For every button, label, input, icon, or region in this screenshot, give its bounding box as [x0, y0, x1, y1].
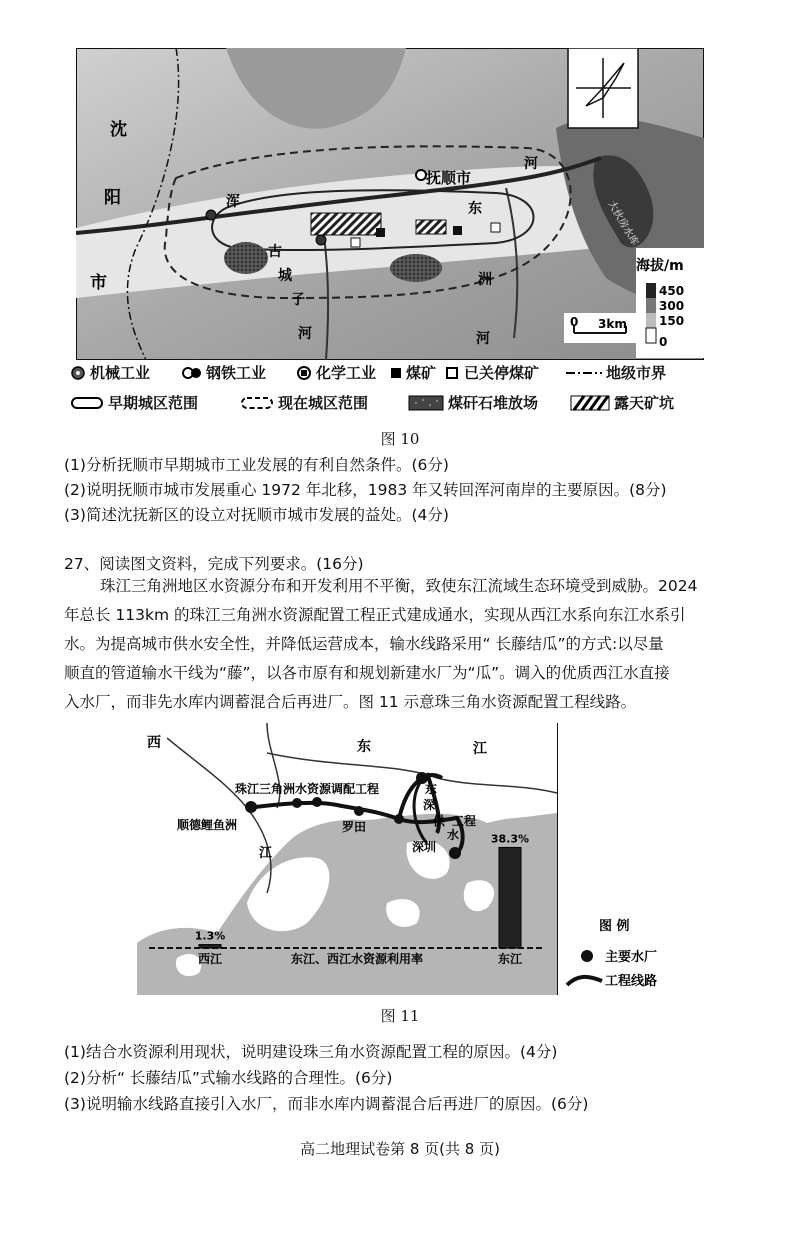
map-label-shunde: 顺德鲤鱼洲 [177, 818, 238, 832]
project-route-icon [567, 977, 602, 985]
paragraph-line: 水。为提高城市供水安全性，并降低运营成本，输水线路采用“ 长藤结瓜”的方式:以尽量 [64, 635, 664, 653]
legend-label: 钢铁工业 [206, 364, 267, 382]
paragraph-line: 年总长 113km 的珠江三角洲水资源配置工程正式建成通水，实现从西江水系向东江水系引 [64, 606, 686, 624]
legend-label: 现在城区范围 [278, 394, 369, 412]
water-plant-marker [245, 801, 257, 813]
gangue-yard-icon [408, 394, 444, 412]
map-label-dongshen: 水 [447, 828, 460, 842]
legend-item [390, 362, 436, 383]
bar-xijiang [199, 945, 221, 948]
altitude-value: 0 [659, 335, 668, 349]
map-label-shenzhen: 深圳 [412, 840, 437, 854]
coal-mine-icon [390, 365, 402, 381]
machine-industry-icon [70, 365, 86, 381]
legend-item [446, 362, 539, 383]
paragraph-line: 入水厂，而非先水库内调蓄混合后再进厂。图 11 示意珠三角水资源配置工程线路。 [64, 693, 637, 711]
closed-coal-mine-marker [351, 238, 360, 247]
figure-10-legend [70, 360, 710, 420]
legend-label: 已关停煤矿 [464, 364, 540, 382]
map-label-he3: 河 [476, 331, 490, 347]
open-pit-icon [570, 394, 610, 412]
figure-11-caption: 图 11 [380, 1007, 420, 1025]
bar-dongjiang [499, 847, 521, 948]
map-label-dong: 东 [468, 201, 482, 217]
map-label-zi: 子 [291, 292, 305, 308]
current-urban-area-icon [240, 395, 274, 411]
chemical-industry-icon [296, 365, 312, 381]
steel-industry-icon [182, 365, 202, 381]
map-label-jiang-left: 江 [259, 846, 273, 861]
map-label-dong: 东 [357, 739, 371, 755]
map-label-he2: 河 [298, 326, 312, 342]
coal-mine-marker [376, 228, 385, 237]
map-label-shi: 市 [90, 273, 107, 293]
question-27-3: (3)说明输水线路直接引入水厂，而非水库内调蓄混合后再进厂的原因。(6分) [64, 1095, 589, 1113]
map-label-shen: 沈 [110, 120, 127, 140]
altitude-450-swatch [646, 283, 656, 298]
paragraph-line: 顺直的管道输水干线为“藤”，以各市原有和规划新建水厂为“瓜”。调入的优质西江水直接 [64, 664, 670, 682]
question-26-3: (3)简述沈抚新区的设立对抚顺市城市发展的益处。(4分) [64, 506, 449, 524]
question-27-paragraph [64, 572, 754, 717]
question-27-header: 27、阅读图文资料，完成下列要求。(16分) [64, 555, 364, 573]
map-label-gu: 古 [268, 244, 282, 260]
gangue-yard [224, 242, 268, 274]
water-plant-marker [292, 798, 302, 808]
map-label-dongshen: 东 [425, 782, 438, 796]
map-label-project: 珠江三角洲水资源调配工程 [235, 782, 380, 796]
altitude-title: 海拔/m [636, 258, 684, 274]
map-label-cheng: 城 [278, 268, 292, 284]
chemical-industry-marker [416, 170, 426, 180]
map-label-gongcheng: 工程 [452, 814, 477, 828]
altitude-150-swatch [646, 313, 656, 328]
map-label-xi: 西 [147, 735, 161, 751]
legend-item [240, 392, 368, 413]
open-pit [416, 220, 446, 234]
figure-11-map [137, 723, 677, 995]
paragraph-line: 珠江三角洲地区水资源分布和开发利用不平衡，致使东江流域生态环境受到威胁。2024 [100, 577, 698, 595]
bar-category-xijiang: 西江 [197, 952, 223, 966]
map-label-fushun: 抚顺市 [426, 169, 472, 187]
map-label-hun: 浑 [226, 194, 240, 210]
map-label-reservoir: 大伙房水库 [605, 199, 640, 248]
altitude-value: 300 [659, 299, 685, 313]
map-label-he: 河 [524, 156, 538, 172]
coal-mine-marker [453, 226, 462, 235]
closed-coal-mine-icon [446, 365, 460, 381]
city-boundary-icon [566, 365, 602, 381]
scale-label: 3km [598, 317, 627, 331]
scale-zero: 0 [570, 315, 579, 329]
legend-label: 机械工业 [90, 364, 151, 382]
legend-item [408, 392, 538, 413]
legend-label: 工程线路 [605, 974, 658, 989]
legend-label: 主要水厂 [605, 950, 658, 965]
machine-industry-marker [316, 235, 326, 245]
bar-category-dongjiang: 东江 [497, 952, 523, 966]
bar-value-dongjiang: 38.3% [490, 832, 530, 846]
altitude-value: 450 [659, 284, 685, 298]
legend-label: 煤矸石堆放场 [448, 394, 539, 412]
page-footer: 高二地理试卷第 8 页(共 8 页) [300, 1140, 500, 1158]
gangue-yard [390, 254, 442, 282]
legend-item [566, 362, 666, 383]
legend-title: 图 例 [599, 919, 630, 934]
early-urban-area-icon [70, 395, 104, 411]
question-26-1: (1)分析抚顺市早期城市工业发展的有利自然条件。(6分) [64, 456, 449, 474]
altitude-300-swatch [646, 298, 656, 313]
water-plant-marker [394, 814, 404, 824]
map-label-luotian: 罗田 [342, 820, 367, 834]
open-pit [311, 213, 381, 235]
map-label-jiang-top: 江 [473, 741, 487, 757]
legend-label: 煤矿 [406, 364, 437, 382]
closed-coal-mine-marker [491, 223, 500, 232]
legend-label: 露天矿坑 [614, 394, 675, 412]
legend-item [70, 362, 150, 383]
bar-value-xijiang: 1.3% [194, 929, 226, 943]
legend-item [296, 362, 376, 383]
legend-label: 地级市界 [606, 364, 667, 382]
machine-industry-marker [206, 210, 216, 220]
water-plant-marker [449, 847, 461, 859]
map-label-dongshen: 深 [423, 798, 436, 812]
water-plant-marker [312, 797, 322, 807]
water-plant-icon [581, 950, 593, 962]
figure-10-caption: 图 10 [380, 430, 420, 448]
chart-title: 东江、西江水资源利用率 [290, 952, 424, 966]
figure-10-map [76, 48, 704, 360]
question-27-2: (2)分析“ 长藤结瓜”式输水线路的合理性。(6分) [64, 1069, 393, 1087]
legend-item [70, 392, 198, 413]
map-label-yang: 阳 [104, 188, 121, 208]
legend-label: 化学工业 [316, 364, 377, 382]
question-26-2: (2)说明抚顺市城市发展重心 1972 年北移，1983 年又转回浑河南岸的主要原因。(8分) [64, 481, 667, 499]
altitude-value: 150 [659, 314, 685, 328]
map-label-zhou: 洲 [478, 272, 492, 288]
legend-label: 早期城区范围 [108, 394, 199, 412]
water-plant-marker [354, 806, 364, 816]
map-label-dongshen: 供 [433, 814, 446, 828]
altitude-0-swatch [646, 328, 656, 343]
question-27-1: (1)结合水资源利用现状，说明建设珠三角水资源配置工程的原因。(4分) [64, 1043, 558, 1061]
legend-item [570, 392, 674, 413]
legend-item [182, 362, 266, 383]
